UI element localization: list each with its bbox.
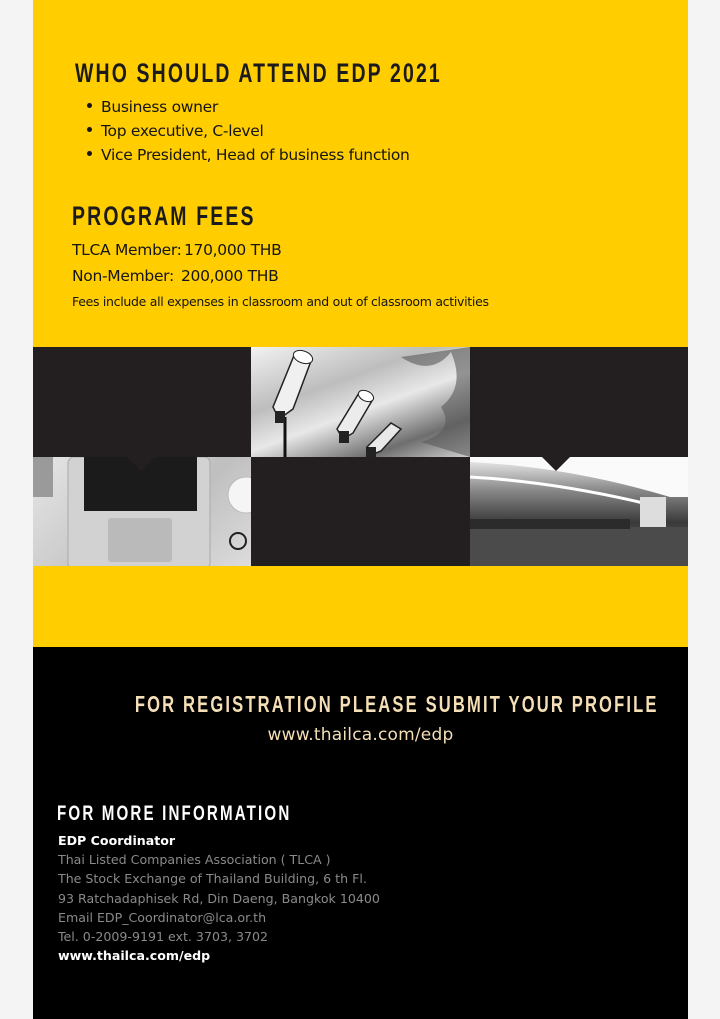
fee-label: TLCA Member:: [72, 241, 182, 259]
registration-heading: FOR REGISTRATION PLEASE SUBMIT YOUR PROFILE: [134, 691, 659, 717]
fee-row-non-member: [72, 267, 278, 285]
coordinator-label: EDP Coordinator: [58, 833, 176, 848]
bullet-icon: [87, 151, 92, 156]
bullet-icon: [87, 103, 92, 108]
attendee-item: Top executive, C-level: [87, 120, 410, 144]
website-link[interactable]: www.thailca.com/edp: [58, 948, 211, 964]
fee-row-member: [72, 241, 281, 259]
notch-decoration: [542, 457, 570, 471]
megaphones-photo: [251, 347, 470, 457]
laptop-icon: [33, 457, 251, 566]
email-link[interactable]: Email EDP_Coordinator@lca.or.th: [58, 909, 267, 925]
yellow-spacer: [33, 566, 688, 647]
attendee-item: Business owner: [87, 96, 410, 120]
attendee-item: Vice President, Head of business function: [87, 144, 410, 168]
attendee-list: [87, 96, 410, 168]
street-address: 93 Ratchadaphisek Rd, Din Daeng, Bangkok 10400: [58, 890, 380, 906]
organization-name: Thai Listed Companies Association ( TLCA ): [58, 852, 331, 868]
bullet-icon: [87, 127, 92, 132]
fee-label: Non-Member:: [72, 267, 174, 285]
laptop-desk-photo: [33, 457, 251, 566]
conference-hall-icon: [470, 457, 688, 566]
contact-details: [58, 831, 380, 965]
fee-value: 170,000 THB: [184, 241, 282, 259]
contact-section: [33, 647, 688, 1019]
notch-decoration: [347, 457, 375, 471]
registration-link[interactable]: www.thailca.com/edp: [267, 725, 454, 745]
program-fees-heading: PROGRAM FEES: [72, 201, 256, 231]
photo-collage: [33, 347, 688, 566]
notch-decoration: [127, 457, 155, 471]
phone-number: Tel. 0-2009-9191 ext. 3703, 3702: [58, 928, 269, 944]
conference-hall-photo: [470, 457, 688, 566]
flyer-panel: [33, 0, 688, 1019]
megaphone-icon: [251, 347, 470, 457]
building-address: The Stock Exchange of Thailand Building, 6 th Fl.: [58, 871, 367, 887]
who-should-attend-heading: WHO SHOULD ATTEND EDP 2021: [75, 58, 442, 88]
fee-value: 200,000 THB: [181, 267, 279, 285]
attend-and-fees-section: [33, 0, 688, 347]
fees-note: Fees include all expenses in classroom and out of classroom activities: [72, 294, 489, 309]
more-info-heading: FOR MORE INFORMATION: [57, 802, 292, 825]
